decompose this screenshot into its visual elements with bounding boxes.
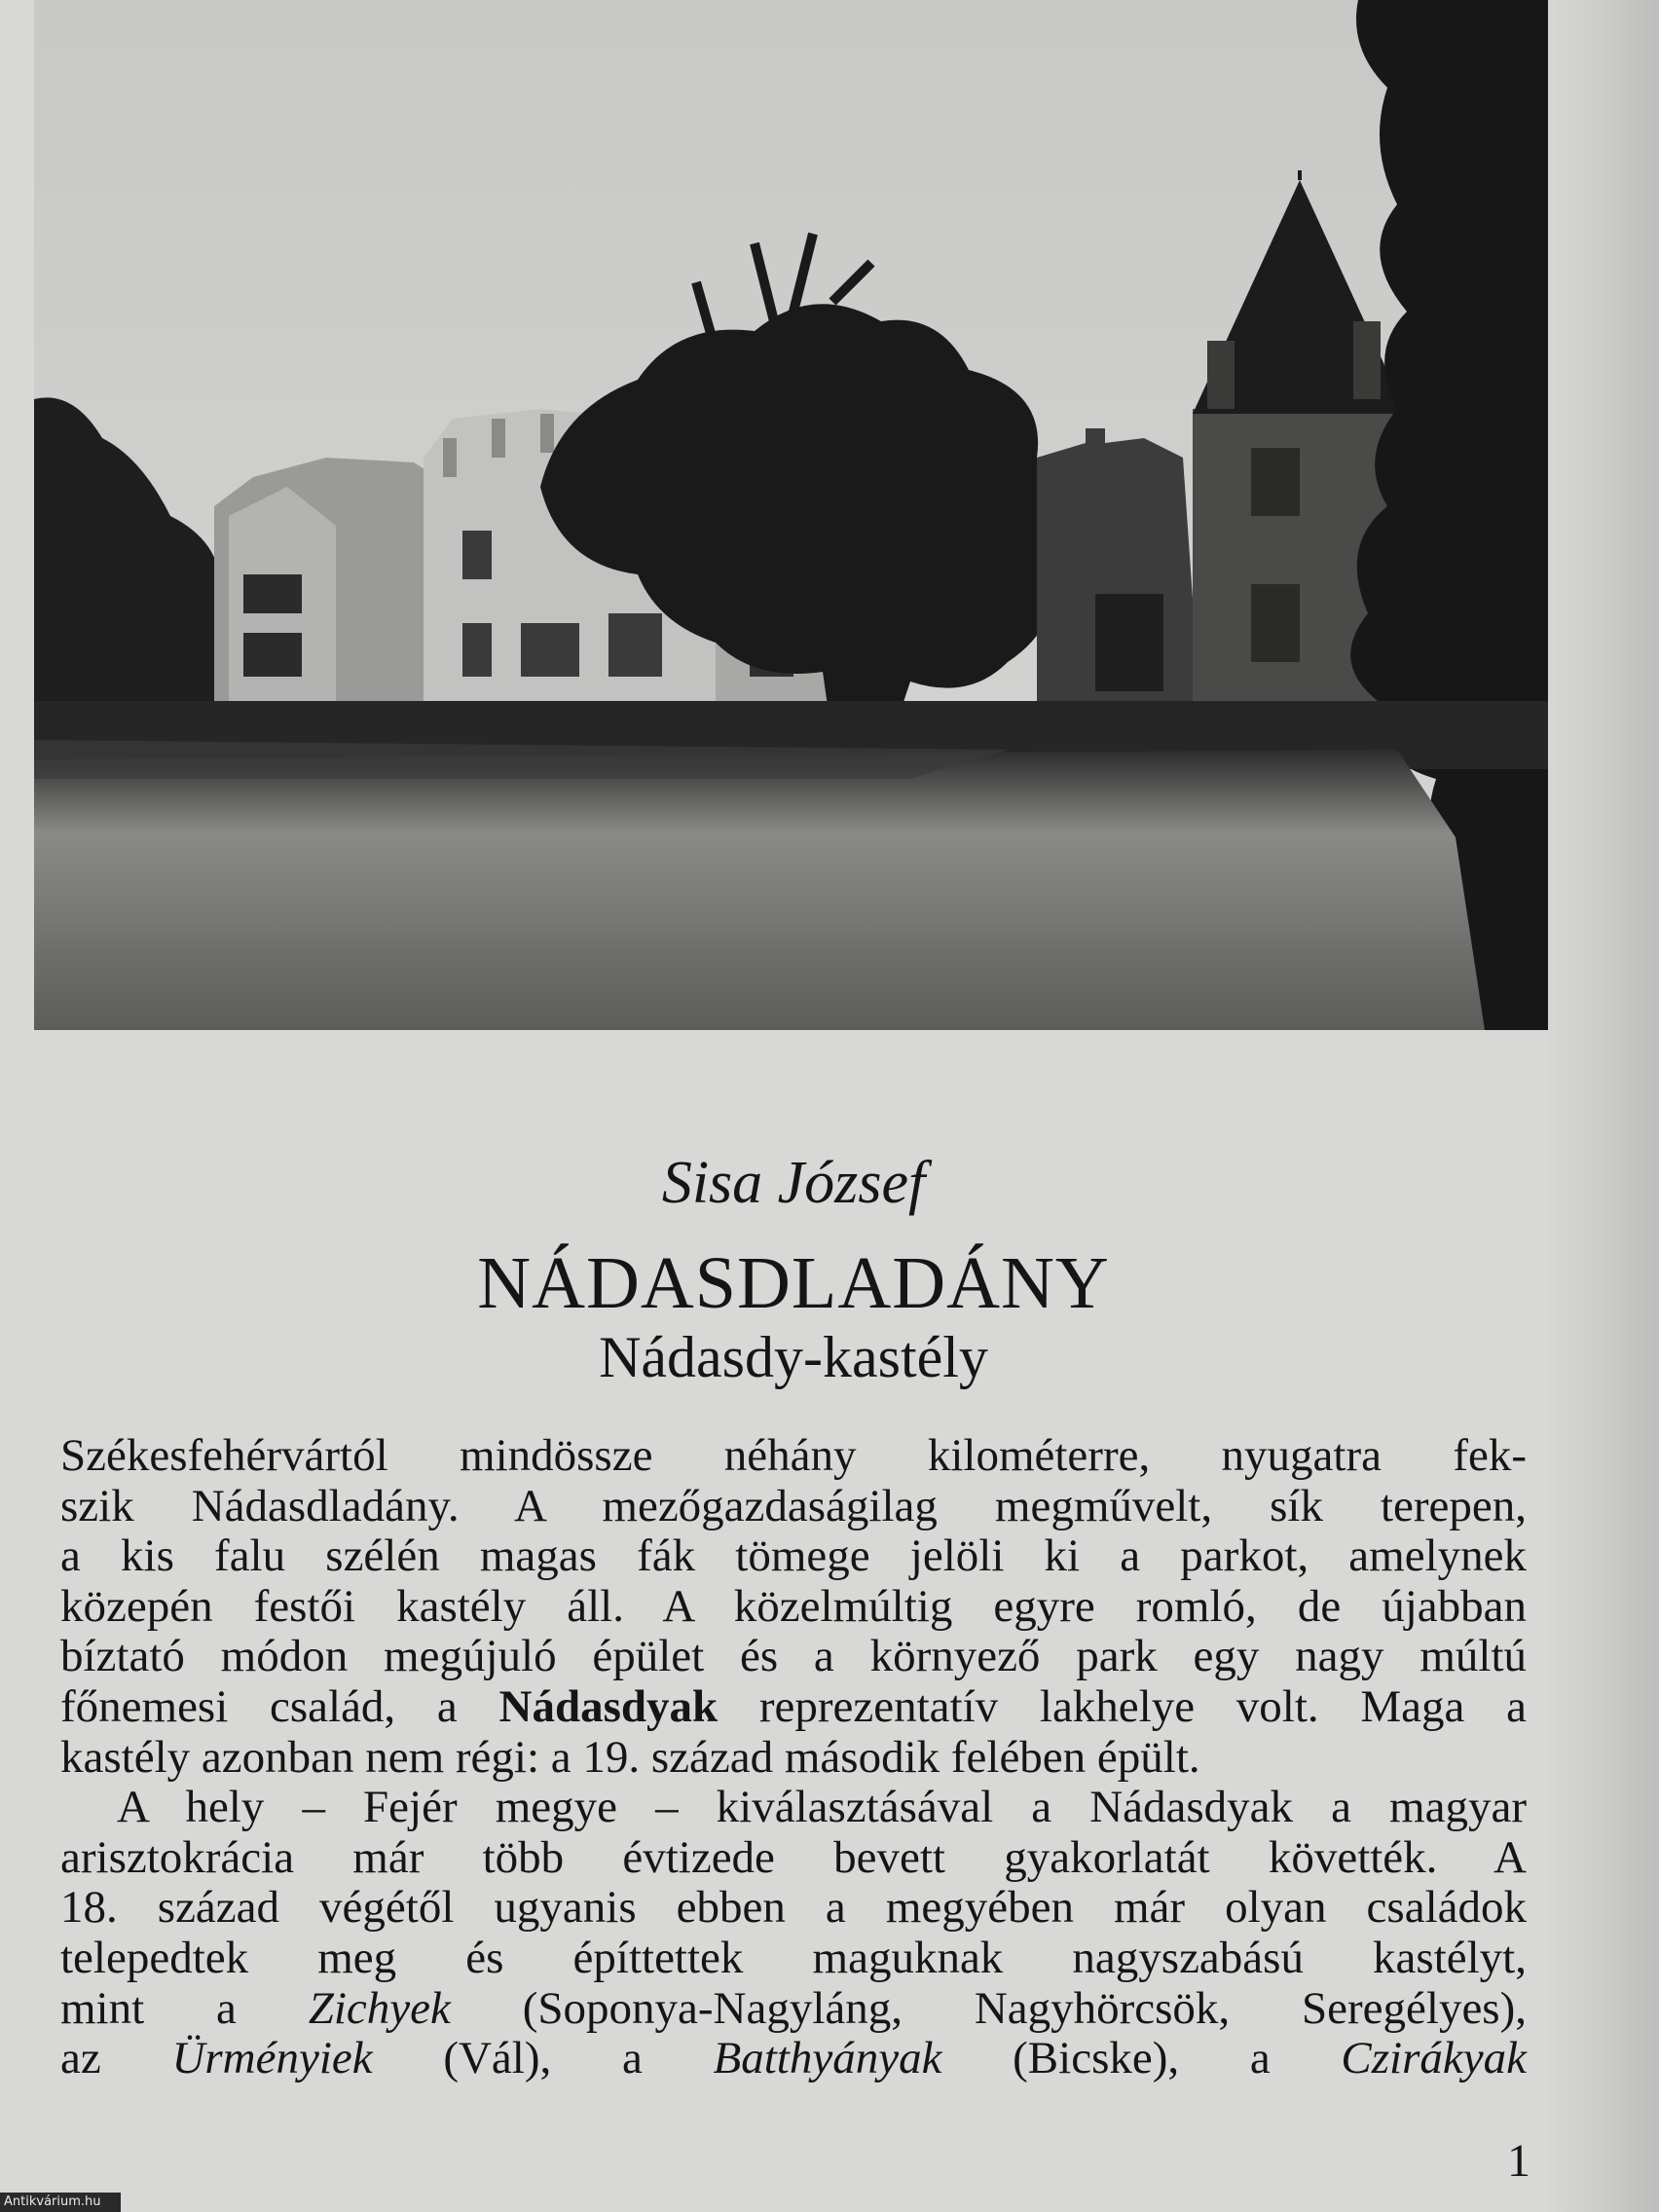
page-subtitle: Nádasdy-kastély (599, 1325, 988, 1389)
text-segment: közepén festői kastély áll. A közelmúltig egyre romló, de újabban (60, 1580, 1527, 1632)
text-segment: telepedtek meg és építtettek maguknak nagyszabású kastélyt, (60, 1932, 1527, 1983)
text-segment: reprezentatív lakhelye volt. Maga a (718, 1680, 1527, 1732)
text-segment: Batthyányak (713, 2033, 942, 2084)
text-segment: Czirákyak (1341, 2033, 1527, 2084)
text-segment: bíztató módon megújuló épület és a környező park egy nagy múltú (60, 1631, 1527, 1682)
text-line (60, 1431, 1527, 1482)
text-line (60, 1833, 1527, 1884)
text-segment: (Bicske), a (941, 2033, 1342, 2084)
text-line (60, 1582, 1527, 1633)
text-line (60, 1482, 1527, 1532)
text-segment: szik Nádasdladány. A mezőgazdaságilag megművelt, sík terepen, (60, 1480, 1527, 1531)
text-segment: 18. század végétől ugyanis ebben a megyében már olyan családok (60, 1882, 1527, 1934)
body-text (60, 1431, 1527, 2084)
text-line (60, 1783, 1527, 1833)
text-segment: Nádasdyak (498, 1680, 719, 1732)
text-line (60, 1531, 1527, 1582)
text-line (60, 1733, 1527, 1784)
text-segment: Zichyek (308, 1982, 451, 2034)
watermark: Antikvárium.hu (0, 2193, 121, 2212)
text-segment: a kis falu szélén magas fák tömege jelöli ki a parkot, amelynek (60, 1530, 1527, 1582)
author-name: Sisa József (661, 1150, 926, 1216)
text-segment: ( (450, 1982, 538, 2034)
text-segment: Székesfehérvártól mindössze néhány kilométerre, nyugatra fek- (60, 1430, 1527, 1481)
text-line (60, 2034, 1527, 2084)
text-line (60, 1934, 1527, 1984)
page-title: NÁDASDLADÁNY (477, 1242, 1110, 1324)
text-segment: arisztokrácia már több évtizede bevett gyakorlatát követték. A (60, 1831, 1527, 1883)
text-line (60, 1984, 1527, 2035)
text-segment: főnemesi család, a (60, 1680, 499, 1732)
page-number: 1 (1507, 2135, 1530, 2187)
text-line (60, 1632, 1527, 1682)
text-line (60, 1883, 1527, 1934)
text-segment: mint a (60, 1982, 309, 2034)
text-segment: kastély azonban nem régi: a 19. század második felében épült. (60, 1731, 1200, 1783)
text-line (60, 1682, 1527, 1733)
page-edge-shadow (1542, 0, 1659, 2212)
text-segment: (Vál), a (372, 2033, 714, 2084)
text-segment: az (60, 2033, 172, 2084)
text-segment: Ürményiek (171, 2033, 373, 2084)
castle-photo (34, 0, 1548, 1030)
text-segment: Soponya-Nagyláng, Nagyhörcsök, Seregélyes), (537, 1982, 1527, 2034)
text-segment: A hely – Fejér megye – kiválasztásával a Nádasdyak a magyar (117, 1782, 1527, 1833)
